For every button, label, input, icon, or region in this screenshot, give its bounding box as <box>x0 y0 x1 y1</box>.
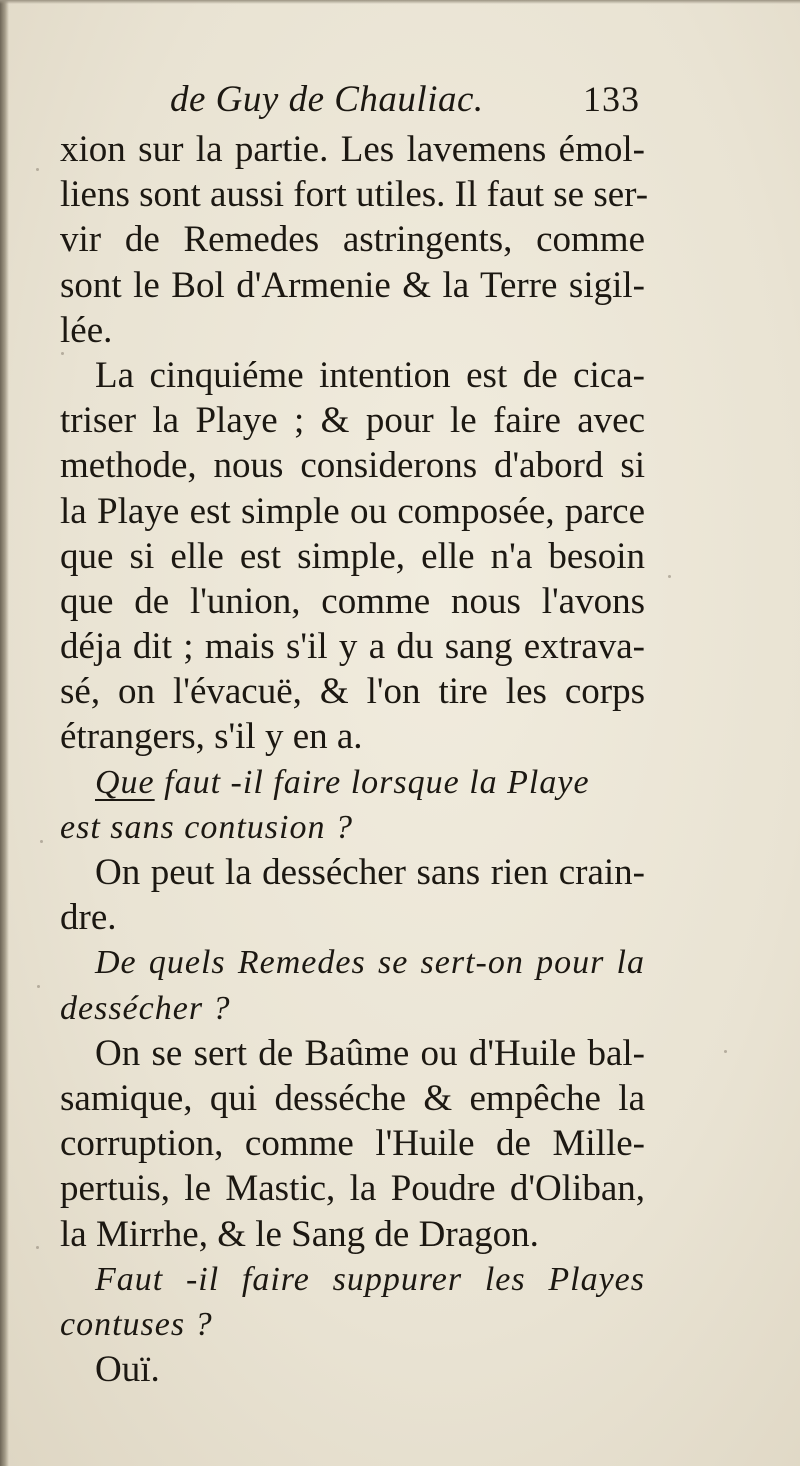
text-line: vir de Remedes astringents, comme <box>60 219 645 261</box>
ink-speck <box>37 985 40 988</box>
ink-speck <box>668 575 671 578</box>
text-line: xion sur la partie. Les lavemens émol- <box>60 129 645 170</box>
text-line: methode, nous considerons d'abord si <box>60 445 645 487</box>
ink-speck <box>40 840 43 843</box>
question-line: De quels Remedes se sert-on pour la <box>95 944 645 982</box>
text-line: samique, qui desséche & empêche la <box>60 1077 645 1119</box>
question-line: Faut -il faire suppurer les Playes <box>95 1260 645 1298</box>
question-line: contuses ? <box>60 1305 213 1343</box>
text-line: On se sert de Baûme ou d'Huile bal- <box>95 1032 645 1074</box>
text-line: déja dit ; mais s'il y a du sang extrava- <box>60 626 645 668</box>
ink-speck <box>724 1050 727 1053</box>
text-line: lée. <box>60 309 113 351</box>
question-line <box>60 760 645 805</box>
text-line: la Mirrhe, & le Sang de Dragon. <box>60 1213 539 1255</box>
question-line: est sans contusion ? <box>60 808 353 846</box>
ink-speck <box>61 352 64 355</box>
text-line: liens sont aussi fort utiles. Il faut se ser- <box>60 174 649 216</box>
question-line: dessécher ? <box>60 989 231 1027</box>
text-line: La cinquiéme intention est de cica- <box>95 354 645 396</box>
text-line: que si elle est simple, elle n'a besoin <box>60 535 645 577</box>
question-initial-word: Que <box>95 763 155 801</box>
text-line: pertuis, le Mastic, la Poudre d'Oliban, <box>60 1168 645 1210</box>
page-header <box>170 78 640 126</box>
text-line: que de l'union, comme nous l'avons <box>60 580 645 622</box>
ink-speck <box>36 1246 39 1249</box>
page-top-edge <box>0 0 800 4</box>
text-line: sont le Bol d'Armenie & la Terre sigil- <box>60 264 645 306</box>
text-line: sé, on l'évacuë, & l'on tire les corps <box>60 671 645 713</box>
question-text: faut -il faire lorsque la Playe <box>154 763 590 801</box>
text-line: triser la Playe ; & pour le faire avec <box>60 400 645 442</box>
text-line: étrangers, s'il y en a. <box>60 716 363 758</box>
text-line: Ouï. <box>95 1349 160 1391</box>
text-line: la Playe est simple ou composée, parce <box>60 490 645 532</box>
ink-speck <box>36 168 39 171</box>
text-line: dre. <box>60 897 117 939</box>
body-text <box>60 127 649 1392</box>
running-title: de Guy de Chauliac. <box>170 79 484 120</box>
page-binding-edge <box>0 0 9 1466</box>
text-line: corruption, comme l'Huile de Mille- <box>60 1123 645 1165</box>
page-number: 133 <box>583 79 640 119</box>
text-line: On peut la dessécher sans rien crain- <box>95 852 645 893</box>
